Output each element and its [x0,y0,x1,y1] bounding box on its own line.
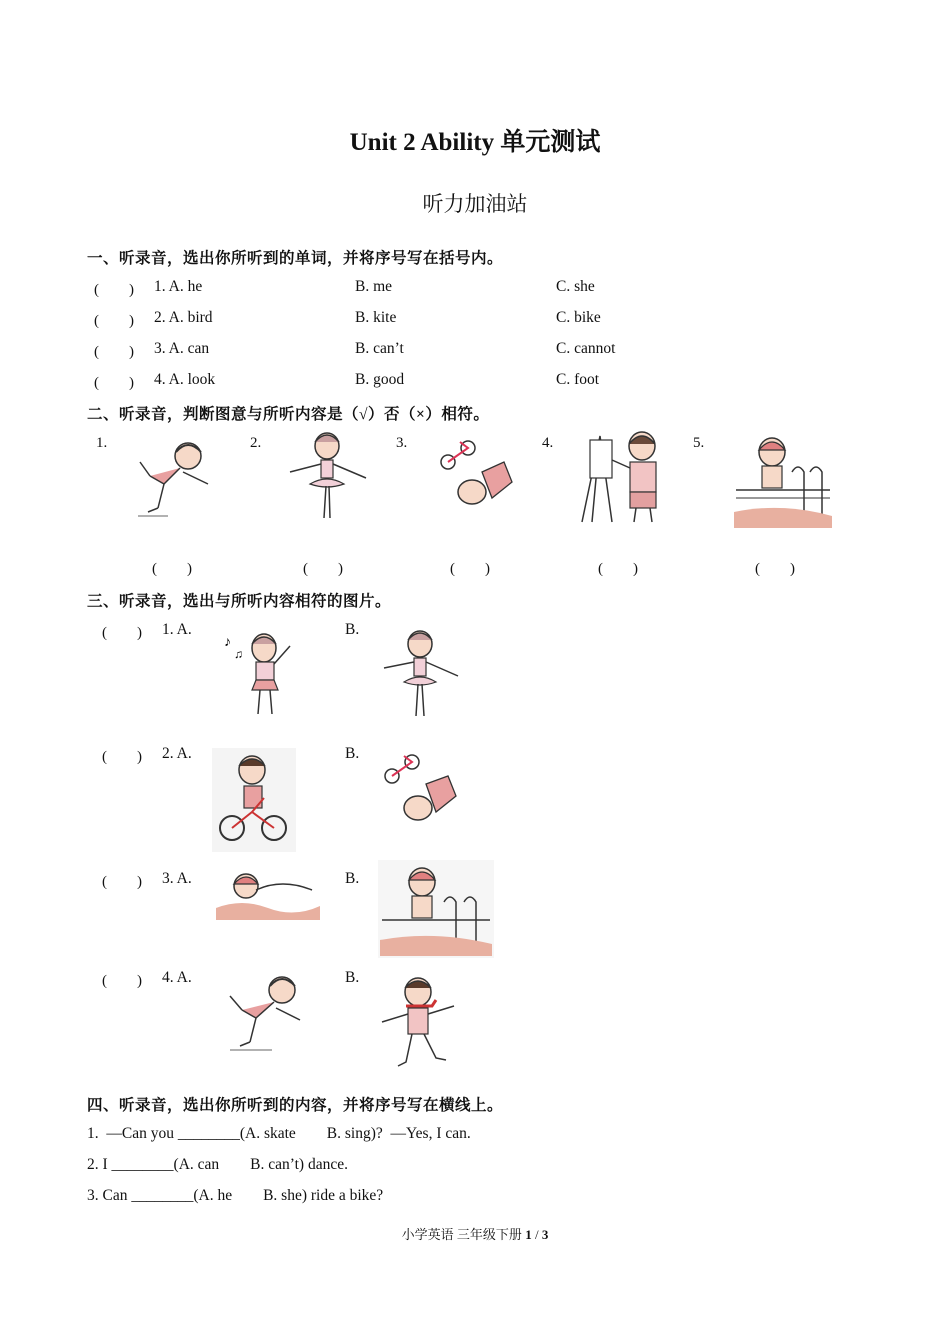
answer-bracket[interactable]: ( ) [102,973,142,989]
skating-child-picture [128,432,220,522]
option-c: C. she [556,278,595,295]
part1-heading: 一、听录音，选出你所听到的单词，并将序号写在括号内。 [87,250,504,267]
page-footer [0,1224,950,1243]
fallen-bike-boy-picture [432,432,522,518]
option-b-label: B. [345,969,360,986]
answer-bracket[interactable]: ( ) [152,561,192,577]
swimming-pool-boy-picture[interactable] [378,860,494,958]
option-a: 4. A. look [154,371,216,388]
option-a-label: 1. A. [162,621,192,638]
option-b: B. good [355,371,405,388]
page-title: Unit 2 Ability 单元测试 [349,129,601,156]
option-a: 2. A. bird [154,309,213,326]
item-number: 4. [542,435,554,451]
answer-bracket[interactable]: ( ) [94,282,134,298]
skating-child-picture[interactable] [216,968,306,1056]
painting-girl-picture [576,426,678,524]
option-b: B. kite [355,309,397,326]
answer-bracket[interactable]: ( ) [303,561,343,577]
svg-text:♫: ♫ [234,647,243,661]
option-c: C. cannot [556,340,616,357]
footer-text: 小学英语 三年级下册 [401,1227,526,1242]
answer-bracket[interactable]: ( ) [598,561,638,577]
svg-text:♪: ♪ [224,633,231,649]
fill-blank-line[interactable]: 2. I ________(A. can B. can’t) dance. [87,1156,348,1173]
skating-boy-picture[interactable] [376,970,460,1074]
option-c: C. bike [556,309,601,326]
swimming-pool-boy-picture [732,432,834,530]
option-a-label: 2. A. [162,745,192,762]
answer-bracket[interactable]: ( ) [755,561,795,577]
page-total: 3 [541,1227,549,1242]
option-b-label: B. [345,621,360,638]
page-subtitle: 听力加油站 [422,192,528,216]
answer-bracket[interactable]: ( ) [94,375,134,391]
fill-blank-line[interactable]: 3. Can ________(A. he B. she) ride a bike? [87,1187,384,1204]
answer-bracket[interactable]: ( ) [102,874,142,890]
item-number: 2. [250,435,262,451]
option-b: B. me [355,278,393,295]
riding-bike-girl-picture[interactable] [212,748,296,852]
answer-bracket[interactable]: ( ) [94,344,134,360]
option-a-label: 3. A. [162,870,192,887]
part2-heading: 二、听录音，判断图意与所听内容是（√）否（×）相符。 [87,406,490,423]
part3-heading: 三、听录音，选出与所听内容相符的图片。 [87,593,392,610]
answer-bracket[interactable]: ( ) [102,749,142,765]
answer-bracket[interactable]: ( ) [102,625,142,641]
singing-girl-picture[interactable] [220,624,300,718]
option-b-label: B. [345,870,360,887]
answer-bracket[interactable]: ( ) [450,561,490,577]
page-separator: / [531,1227,542,1242]
item-number: 1. [96,435,108,451]
item-number: 5. [693,435,705,451]
option-c: C. foot [556,371,600,388]
ballet-girl-picture[interactable] [378,624,462,720]
page-number: 1 [525,1227,532,1242]
swimming-child-picture[interactable] [212,864,324,924]
option-b: B. can’t [355,340,404,357]
part4-heading: 四、听录音，选出你所听到的内容，并将序号写在横线上。 [87,1097,504,1114]
ballet-girl-picture [282,428,372,522]
option-b-label: B. [345,745,360,762]
answer-bracket[interactable]: ( ) [94,313,134,329]
option-a: 3. A. can [154,340,210,357]
fallen-bike-girl-picture[interactable] [378,748,464,832]
item-number: 3. [396,435,408,451]
option-a-label: 4. A. [162,969,192,986]
fill-blank-line[interactable]: 1. —Can you ________(A. skate B. sing)? —Yes, I can. [87,1125,471,1142]
option-a: 1. A. he [154,278,203,295]
